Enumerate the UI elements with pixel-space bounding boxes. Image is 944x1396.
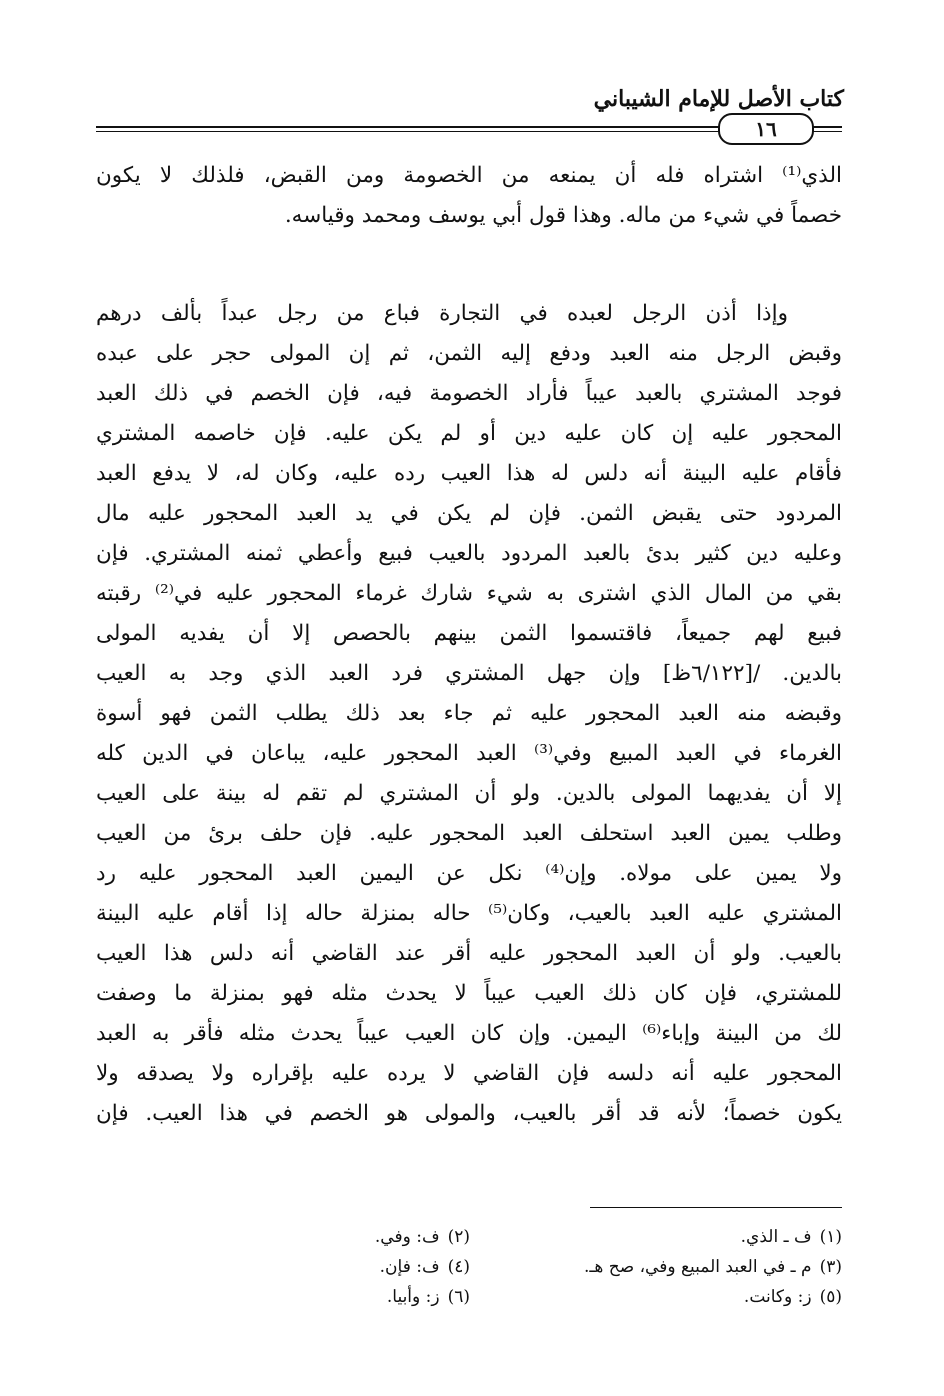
text-line: فوجد المشتري بالعبد عيباً فأراد الخصومة فيه، فإن الخصم في ذلك العبد: [96, 381, 842, 406]
text-line: للمشتري، فإن كان ذلك العيب عيباً لا يحدث مثله فهو بمنزلة ما وصفت: [96, 981, 842, 1006]
footnote-row: [96, 1282, 842, 1312]
text-line: الغرماء في العبد المبيع وفي⁽³⁾ العبد المحجور عليه، يباعان في الدين كله: [96, 741, 842, 766]
footnote-number: (٣): [819, 1257, 842, 1277]
footnote-5: [744, 1282, 842, 1312]
paragraph-1: [96, 156, 842, 236]
footnote-row: [96, 1222, 842, 1252]
footnote-number: (٦): [447, 1287, 470, 1307]
footnote-row: [96, 1252, 842, 1282]
text-line: وطلب يمين العبد استحلف العبد المحجور عليه. فإن حلف برئ من العيب: [96, 821, 842, 846]
text-line: خصماً في شيء من ماله. وهذا قول أبي يوسف ومحمد وقياسه.: [284, 203, 842, 228]
footnote-number: (١): [819, 1227, 842, 1247]
footnote-text: ز: وأبيا.: [386, 1287, 440, 1307]
text-line: بالعيب. ولو أن العبد المحجور عليه أقر عند القاضي أنه دلس هذا العيب: [96, 941, 842, 966]
text-line: فبيع لهم جميعاً، فاقتسموا الثمن بينهم بالحصص إلا أن يفديه المولى: [96, 621, 842, 646]
footnote-text: ف: فإن.: [379, 1257, 440, 1277]
text-line: وعليه دين كثير بدئ بالعبد المردود بالعيب فبيع وأعطي ثمنه المشتري. فإن: [96, 541, 842, 566]
footnote-text: م ـ في العبد المبيع وفي، صح هـ.: [584, 1257, 812, 1277]
footnote-3: [584, 1252, 842, 1282]
footnote-number: (٤): [447, 1257, 470, 1277]
text-line: يكون خصماً؛ لأنه قد أقر بالعيب، والمولى هو الخصم في هذا العيب. فإن: [96, 1101, 842, 1126]
text-line: الذي⁽¹⁾ اشتراه فله أن يمنعه من الخصومة ومن القبض، فلذلك لا يكون: [96, 163, 842, 188]
text-line: المحجور عليه إن كان عليه دين أو لم يكن عليه. فإن خاصمه المشتري: [96, 421, 842, 446]
footnote-4: [380, 1252, 470, 1282]
text-line: بقي من المال الذي اشترى به شيء شارك غرماء المحجور عليه في⁽²⁾ رقبته: [96, 581, 842, 606]
text-line: إلا أن يفديهما المولى بالدين. ولو أن المشتري لم تقم له بينة على العيب: [96, 781, 842, 806]
footnote-text: ف: وفي.: [374, 1227, 440, 1247]
text-line: وقبض الرجل منه العبد ودفع إليه الثمن، ثم إن المولى حجر على عبده: [96, 341, 842, 366]
text-line: فأقام عليه البينة أنه دلس له هذا العيب رده عليه، وكان له، لا يدفع العبد: [96, 461, 842, 486]
footnote-6: [387, 1282, 470, 1312]
footnote-1: [741, 1222, 842, 1252]
footnotes: [96, 1222, 842, 1312]
text-line: المردود حتى يقبض الثمن. فإن لم يكن في يد العبد المحجور عليه مال: [96, 501, 842, 526]
text-line: وإذا أذن الرجل لعبده في التجارة فباع من رجل عبداً بألف درهم: [96, 301, 788, 326]
text-line: لك من البينة وإباء⁽⁶⁾ اليمين. وإن كان العيب عيباً يحدث مثله فأقر به العبد: [96, 1021, 842, 1046]
footnote-separator: [590, 1207, 842, 1208]
page-number: ١٦: [718, 113, 814, 145]
footnote-text: ز: وكانت.: [743, 1287, 812, 1307]
text-line: ولا يمين على مولاه. وإن⁽⁴⁾ نكل عن اليمين العبد المحجور عليه رد: [96, 861, 842, 886]
footnote-number: (٢): [447, 1227, 470, 1247]
text-line: وقبضه منه العبد المحجور عليه ثم جاء بعد ذلك يطلب الثمن فهو أسوة: [96, 701, 842, 726]
text-line: المحجور عليه أنه دلسه فإن القاضي لا يرده عليه بإقراره ولا يصدقه ولا: [96, 1061, 842, 1086]
footnote-text: ف ـ الذي.: [740, 1227, 812, 1247]
paragraph-2: [96, 294, 842, 1134]
text-line: بالدين. /[٦/١٢٢ظ] وإن جهل المشتري فرد العبد الذي وجد به العيب: [96, 661, 842, 686]
footnote-number: (٥): [819, 1287, 842, 1307]
footnote-2: [375, 1222, 470, 1252]
text-line: المشتري عليه العبد بالعيب، وكان⁽⁵⁾ حاله بمنزلة حاله إذا أقام عليه البينة: [96, 901, 842, 926]
running-title: كتاب الأصل للإمام الشيباني: [593, 86, 844, 112]
